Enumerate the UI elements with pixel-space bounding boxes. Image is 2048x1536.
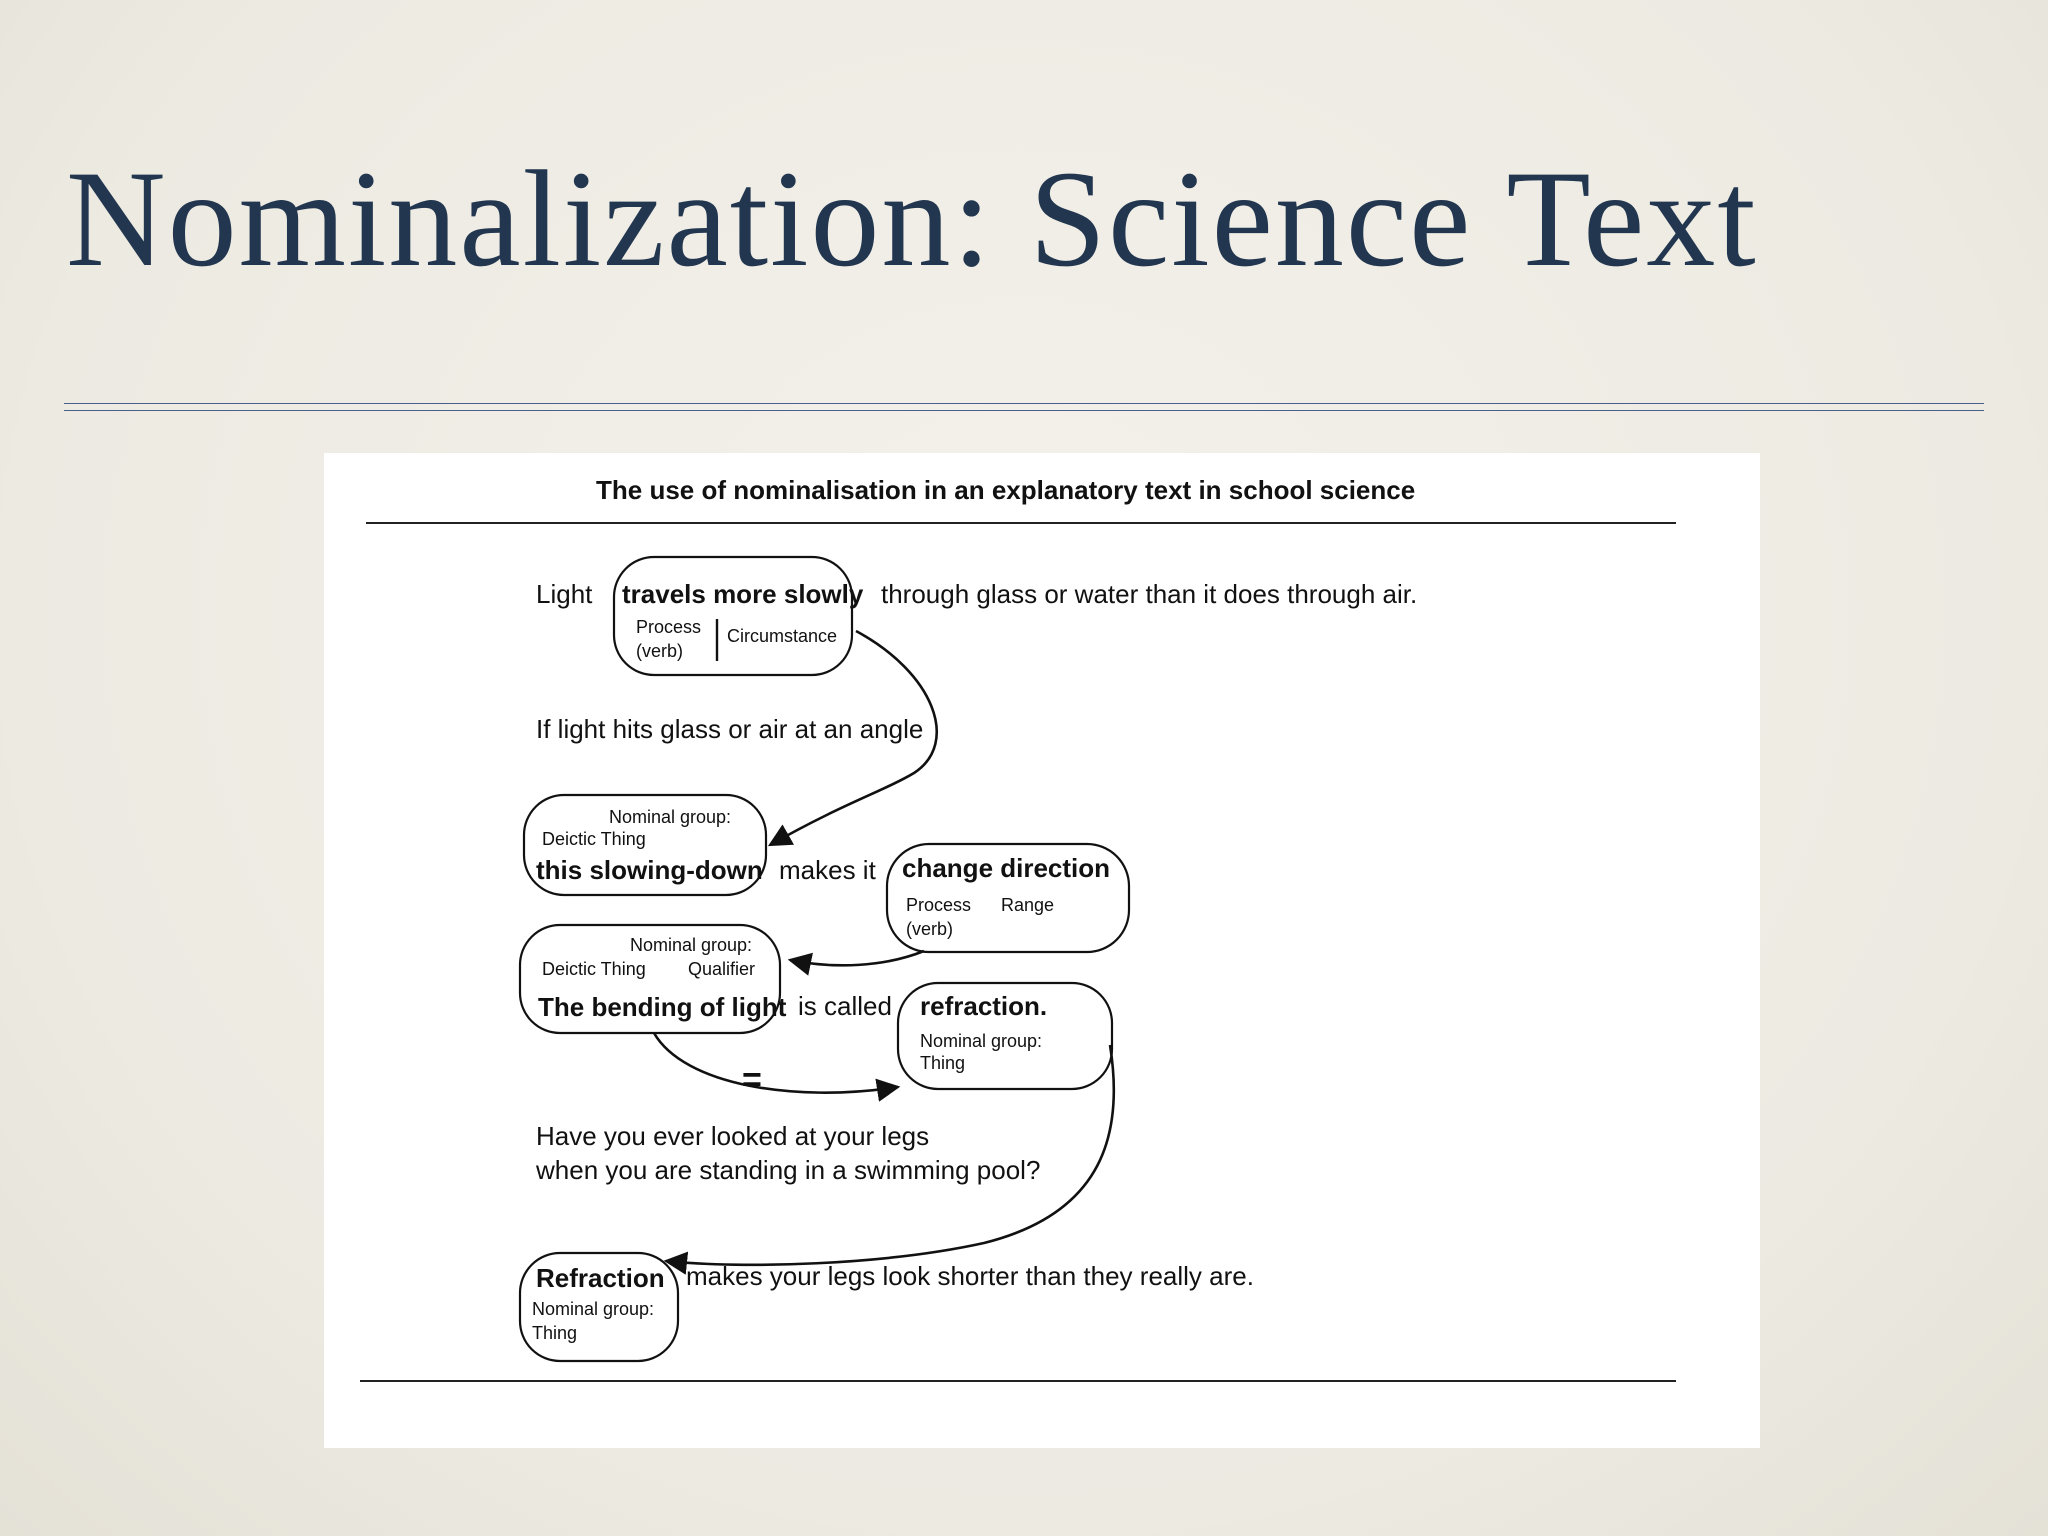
nominalisation-figure [324,453,1760,1448]
qualifier-label: Qualifier [688,959,756,979]
verb-label-2: (verb) [906,919,954,939]
thing-label-2: Thing [532,1323,578,1343]
this-slowing-down-text: this slowing-down [536,855,763,885]
thing-label-1: Thing [920,1053,966,1073]
travels-more-slowly-text: travels more slowly [622,579,864,609]
question-line-2: when you are standing in a swimming pool? [536,1155,1041,1185]
circumstance-label: Circumstance [727,626,838,646]
refraction-final-text: Refraction [536,1263,665,1293]
slide-title: Nominalization: Science Text [66,142,1758,295]
makes-it-text: makes it [779,855,876,885]
arrow-bending-to-refraction [654,1033,898,1093]
nominal-group-label-3: Nominal group: [920,1031,1043,1051]
question-line-1: Have you ever looked at your legs [536,1121,930,1151]
arrow-change-direction-to-bending [790,951,924,965]
change-direction-text: change direction [902,853,1111,883]
nominalisation-diagram [324,453,1760,1448]
figure-caption: The use of nominalisation in an explanatory text in school science [596,475,1416,505]
nominal-group-label-1: Nominal group: [609,807,732,827]
process-label-2: Process [906,895,972,915]
deictic-thing-label-1: Deictic Thing [542,829,646,849]
title-divider-top [64,403,1984,404]
process-label: Process [636,617,702,637]
nominal-group-label-4: Nominal group: [532,1299,655,1319]
equals-sign: = [742,1061,762,1099]
verb-label: (verb) [636,641,684,661]
sentence1-start: Light [536,579,593,609]
is-called-text: is called [798,991,892,1021]
deictic-thing-label-2: Deictic Thing [542,959,646,979]
bending-of-light-text: The bending of light [538,992,787,1022]
range-label: Range [1001,895,1055,915]
sentence5-end: makes your legs look shorter than they really are. [686,1261,1254,1291]
title-divider-bottom [64,410,1984,411]
sentence2-text: If light hits glass or air at an angle [536,714,924,744]
sentence1-end: through glass or water than it does through air. [881,579,1418,609]
refraction-text: refraction. [920,991,1048,1021]
nominal-group-label-2: Nominal group: [630,935,753,955]
